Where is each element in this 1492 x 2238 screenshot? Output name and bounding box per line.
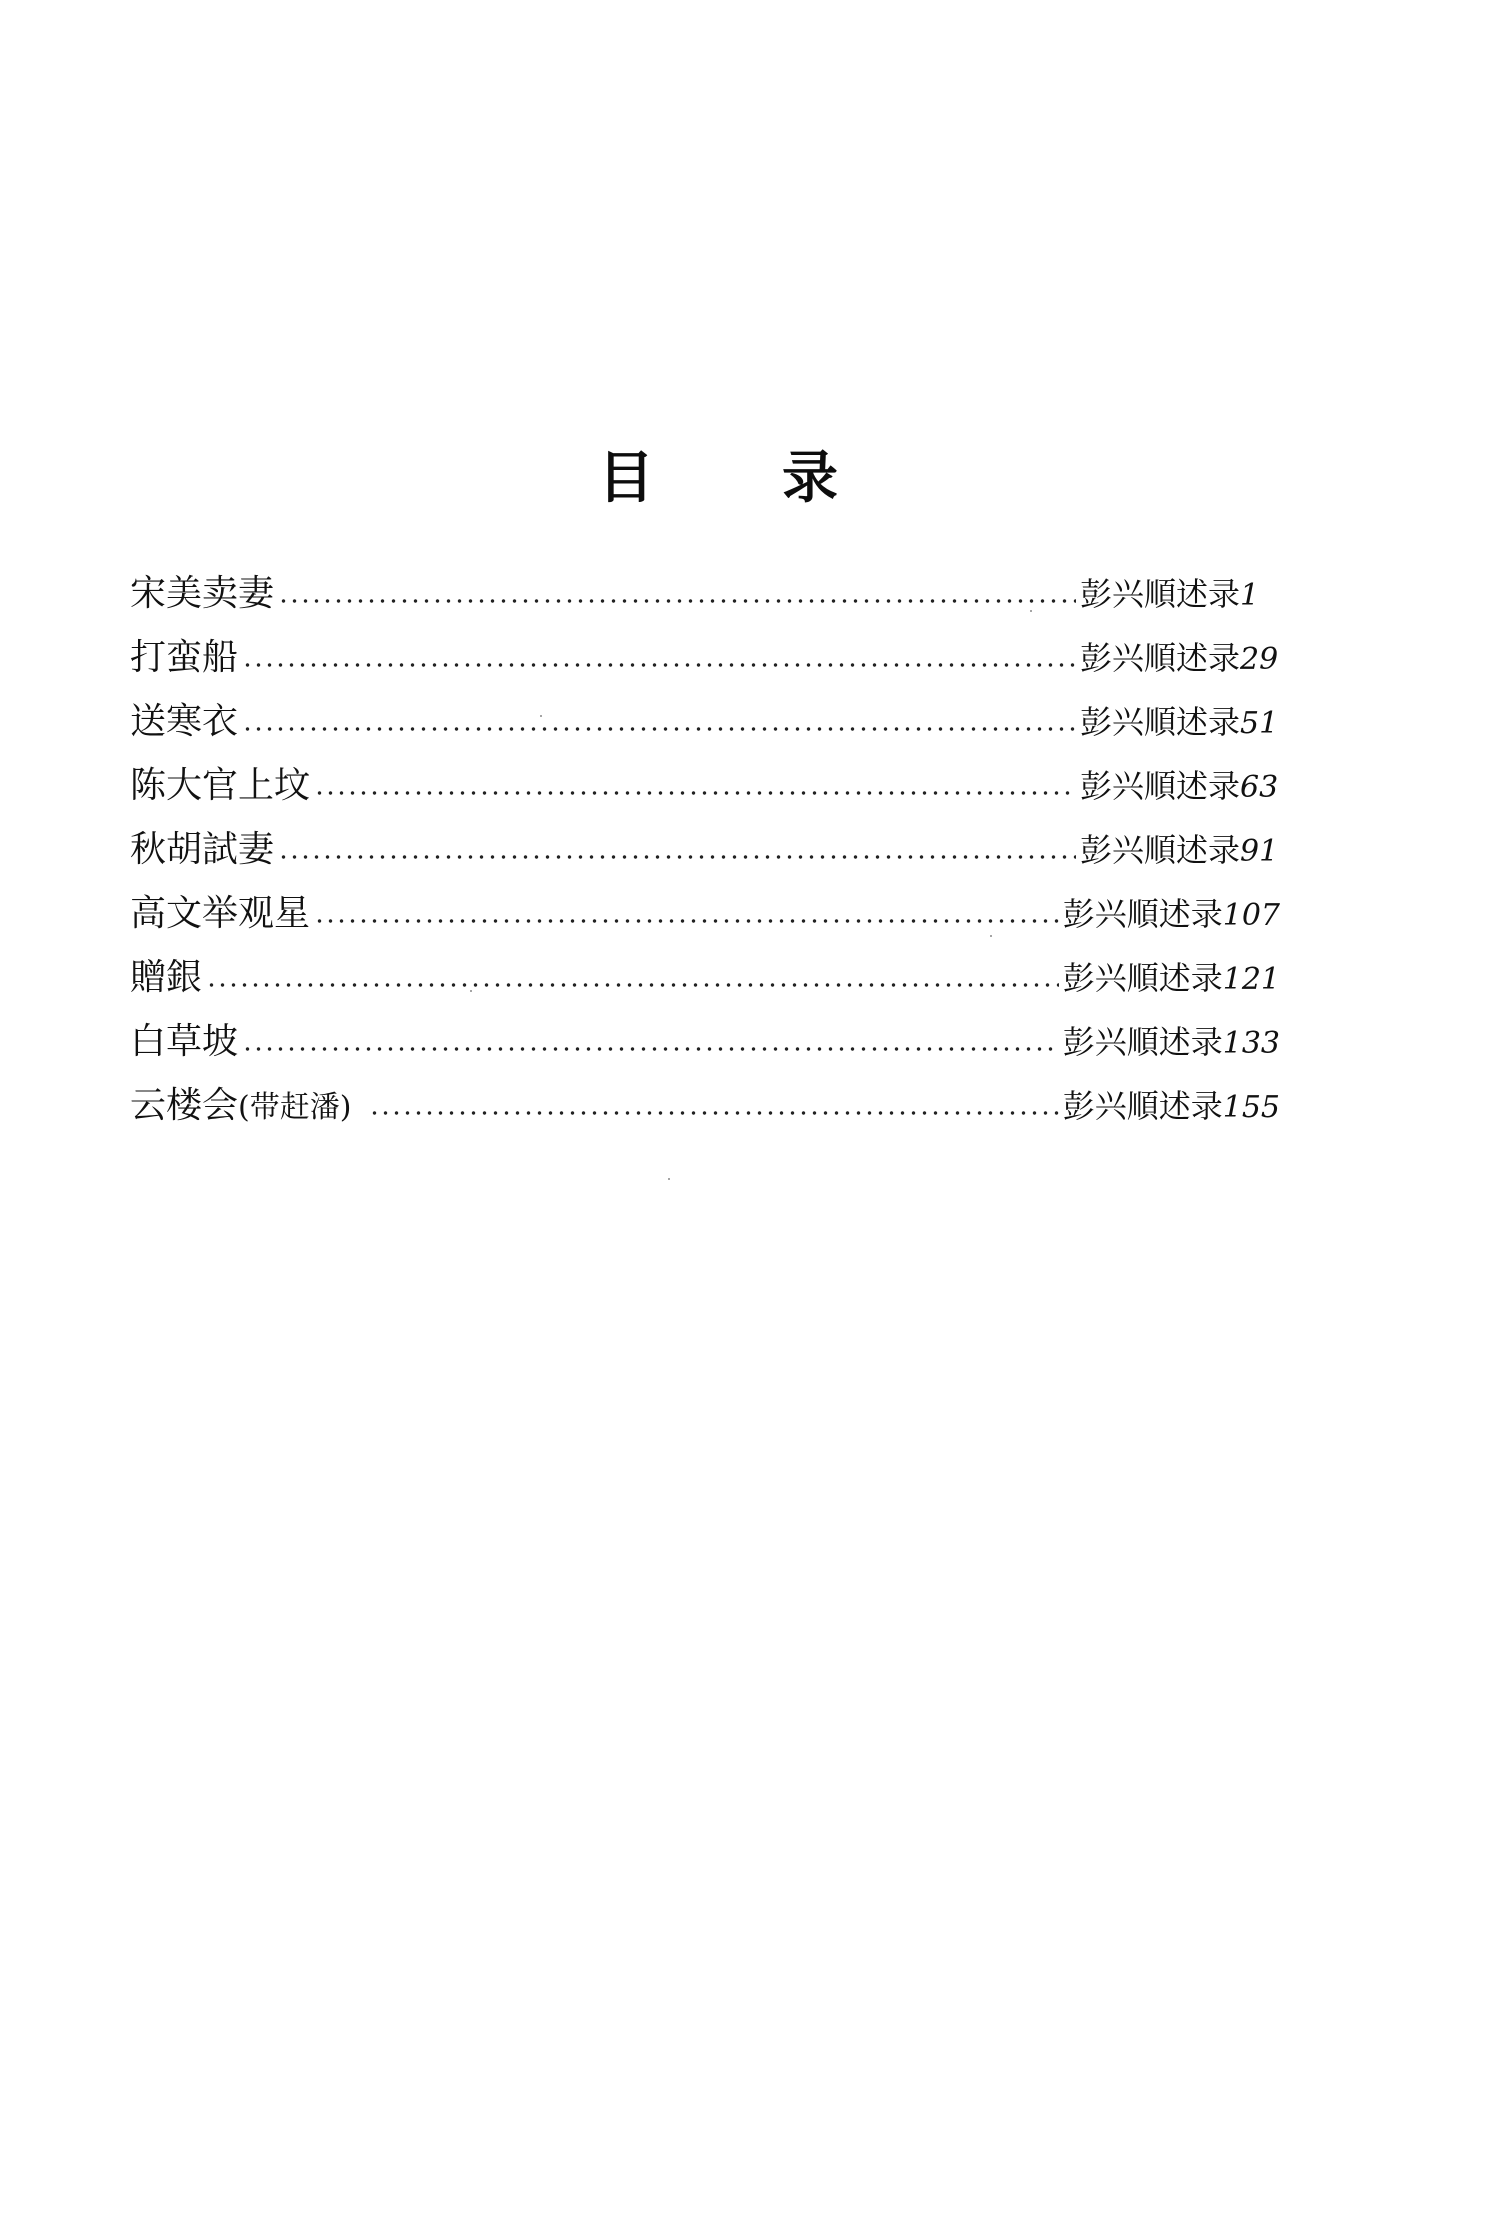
toc-entry [130, 1074, 1280, 1138]
toc-entry [130, 626, 1280, 690]
dot-leader [278, 854, 1076, 860]
toc-entry-author: 彭兴順述录 [1079, 575, 1240, 613]
toc-entry-title: 白草坡 [130, 1021, 239, 1062]
toc-entry-title: 陈大官上坟 [130, 765, 311, 806]
toc-entry-author: 彭兴順述录 [1079, 831, 1240, 869]
toc-entry-author: 彭兴順述录 [1079, 703, 1240, 741]
toc-entry-title: 秋胡試妻 [130, 829, 275, 870]
toc-entry-title: 宋美卖妻 [130, 573, 275, 614]
toc-entry [130, 754, 1280, 818]
toc-entry-title: 高文举观星 [130, 893, 311, 934]
toc-entry [130, 818, 1280, 882]
page-title [598, 444, 838, 514]
toc-entry-page-number: 155 [1222, 1090, 1280, 1125]
toc-entry [130, 690, 1280, 754]
toc-entry [130, 1010, 1280, 1074]
scan-speck [668, 1178, 670, 1180]
toc-entry [130, 882, 1280, 946]
dot-leader [314, 790, 1076, 796]
toc-entry-page-number: 91 [1240, 834, 1279, 869]
dot-leader [314, 918, 1059, 924]
toc-entry-page-number: 121 [1222, 962, 1280, 997]
toc-entry-author: 彭兴順述录 [1062, 959, 1223, 997]
toc-entry-author: 彭兴順述录 [1062, 1087, 1223, 1125]
table-of-contents [130, 562, 1280, 1138]
dot-leader [242, 662, 1076, 668]
toc-entry-page-number: 29 [1240, 642, 1279, 677]
dot-leader [278, 598, 1076, 604]
toc-entry [130, 946, 1280, 1010]
toc-entry-page-number: 63 [1240, 770, 1279, 805]
page-title-char-1: 目 [598, 446, 654, 511]
toc-entry [130, 562, 1280, 626]
dot-leader [242, 1046, 1059, 1052]
toc-entry-page-number: 1 [1240, 578, 1260, 613]
toc-entry-author: 彭兴順述录 [1062, 1023, 1223, 1061]
scan-speck [540, 715, 542, 717]
toc-entry-title-main: 云楼会 [130, 1085, 239, 1126]
toc-entry-title: 送寒衣 [130, 701, 239, 742]
toc-entry-author: 彭兴順述录 [1079, 639, 1240, 677]
dot-leader [369, 1110, 1058, 1116]
toc-entry-title: 打蛮船 [130, 637, 239, 678]
page-title-char-2: 录 [782, 446, 838, 511]
scan-speck [470, 990, 472, 992]
toc-entry-author: 彭兴順述录 [1079, 767, 1240, 805]
scan-speck [990, 935, 992, 937]
toc-entry-author: 彭兴順述录 [1062, 895, 1223, 933]
toc-entry-page-number: 51 [1240, 706, 1279, 741]
toc-entry-title: 贈銀 [130, 957, 203, 998]
dot-leader [206, 982, 1059, 988]
toc-entry-title [130, 1074, 351, 1140]
dot-leader [242, 726, 1076, 732]
scan-speck [1030, 610, 1032, 612]
toc-entry-title-note: (带赶潘) [238, 1090, 352, 1125]
toc-entry-page-number: 107 [1222, 898, 1280, 933]
toc-entry-page-number: 133 [1222, 1026, 1280, 1061]
